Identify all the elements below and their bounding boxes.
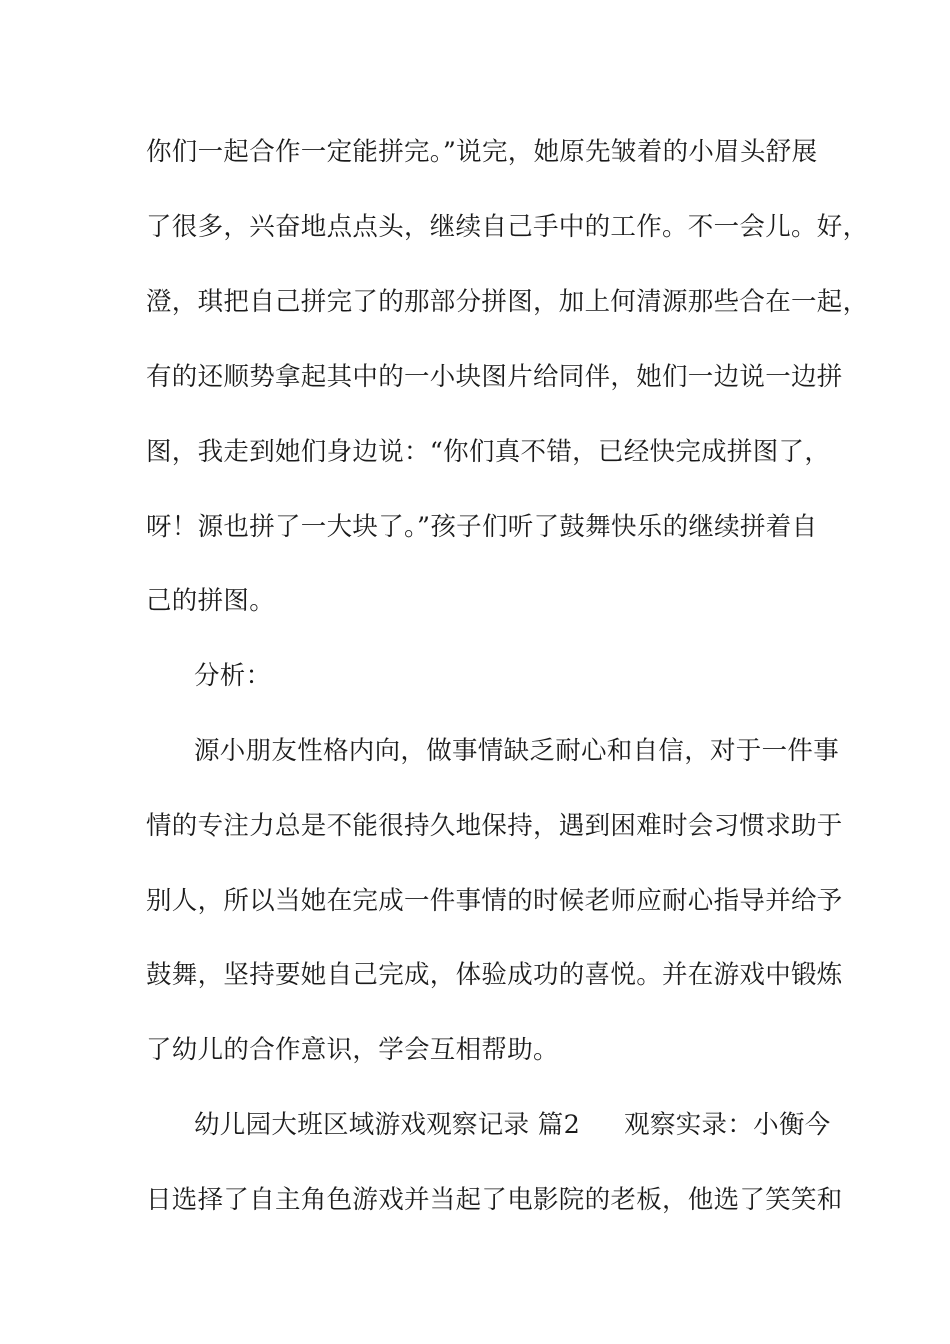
- paragraph-line: 你们一起合作一定能拼完。”说完，她原先皱着的小眉头舒展: [146, 137, 818, 167]
- paragraph-line: 有的还顺势拿起其中的一小块图片给同伴，她们一边说一边拼: [146, 362, 843, 392]
- paragraph-line: 情的专注力总是不能很持久地保持，遇到困难时会习惯求助于: [146, 811, 843, 841]
- paragraph-line: 日选择了自主角色游戏并当起了电影院的老板，他选了笑笑和: [146, 1185, 843, 1215]
- analysis-heading: 分析：: [194, 661, 272, 691]
- section-start-text: 观察实录：小衡今: [624, 1110, 831, 1140]
- paragraph-line: 别人，所以当她在完成一件事情的时候老师应耐心指导并给予: [146, 886, 843, 916]
- paragraph-line: 了幼儿的合作意识，学会互相帮助。: [146, 1035, 559, 1065]
- section-heading-line: [194, 1105, 884, 1145]
- paragraph-line: 鼓舞，坚持要她自己完成，体验成功的喜悦。并在游戏中锻炼: [146, 960, 843, 990]
- paragraph-line: 源小朋友性格内向，做事情缺乏耐心和自信，对于一件事: [194, 736, 840, 766]
- paragraph-line: 呀！源也拼了一大块了。”孩子们听了鼓舞快乐的继续拼着自: [146, 512, 818, 542]
- paragraph-line: 澄，琪把自己拼完了的那部分拼图，加上何清源那些合在一起，: [146, 287, 869, 317]
- paragraph-line: 了很多，兴奋地点点头，继续自己手中的工作。不一会儿。好，: [146, 212, 869, 242]
- paragraph-line: 图，我走到她们身边说：“你们真不错，已经快完成拼图了，: [146, 437, 831, 467]
- section-heading: 幼儿园大班区域游戏观察记录 篇2: [194, 1110, 581, 1140]
- paragraph-line: 己的拼图。: [146, 586, 276, 616]
